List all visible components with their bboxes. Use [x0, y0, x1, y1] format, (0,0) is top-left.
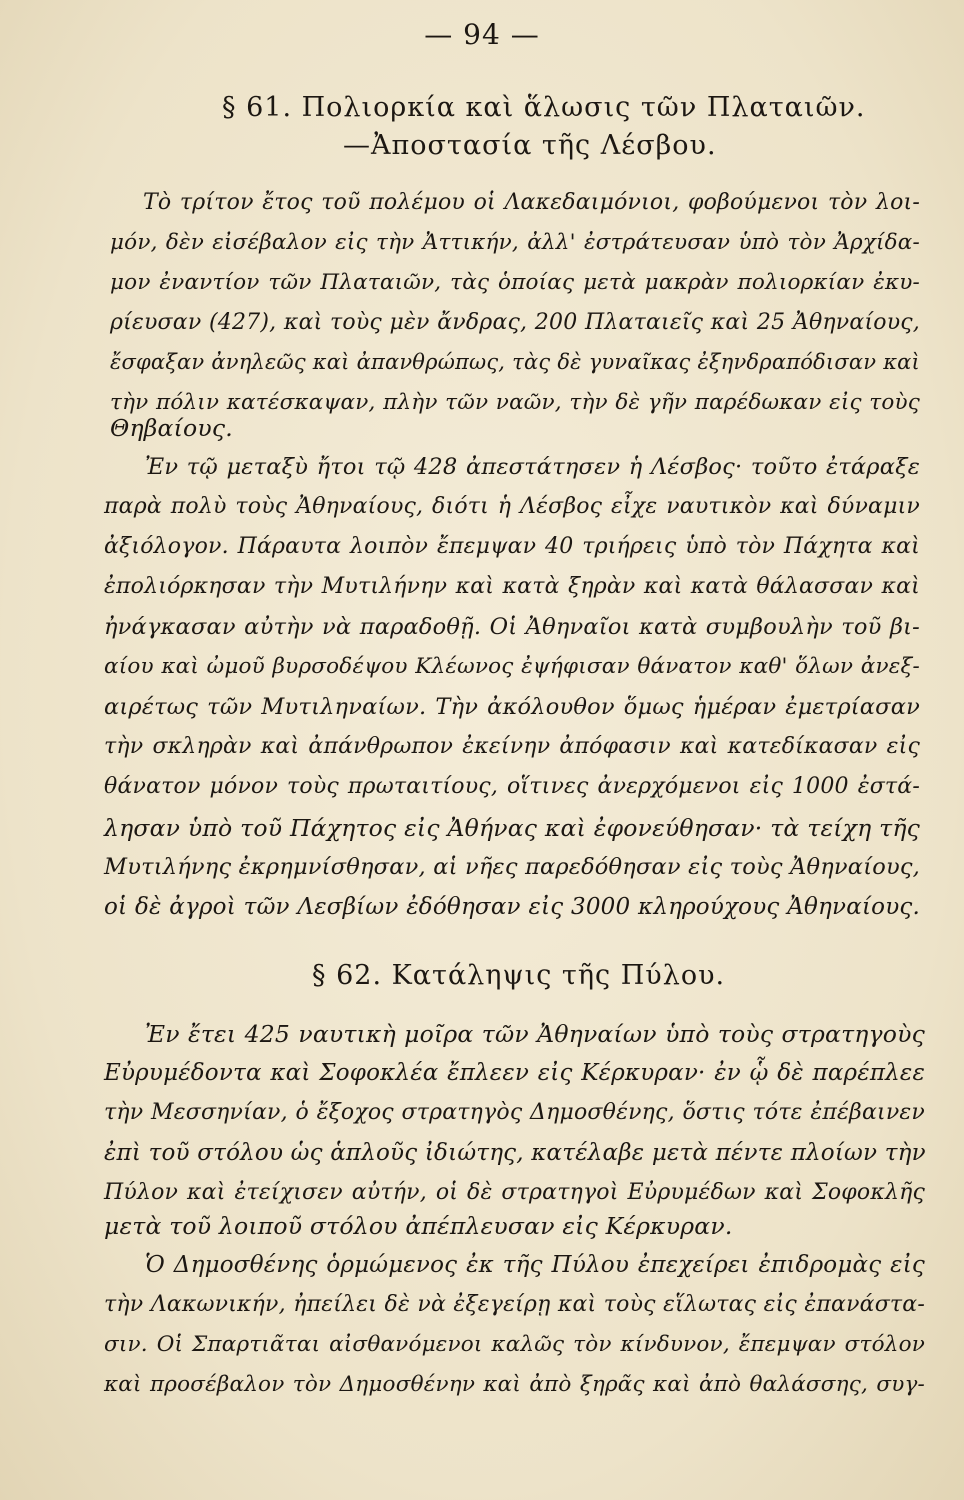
text-line: ἀξιόλογον. Πάραυτα λοιπὸν ἔπεμψαν 40 τριήρεις ὑπὸ τὸν Πάχητα καὶ	[104, 534, 920, 559]
page-number: — 94 —	[424, 18, 540, 51]
text-line: σιν. Οἱ Σπαρτιᾶται αἰσθανόμενοι καλῶς τὸν κίνδυνον, ἔπεμψαν στόλον	[104, 1332, 925, 1357]
text-line: Ἐν ἔτει 425 ναυτικὴ μοῖρα τῶν Ἀθηναίων ὑπὸ τοὺς στρατηγοὺς	[145, 1020, 925, 1048]
text-line: οἱ δὲ ἀγροὶ τῶν Λεσβίων ἐδόθησαν εἰς 3000 κληρούχους Ἀθηναίους.	[104, 894, 920, 920]
text-line: μετὰ τοῦ λοιποῦ στόλου ἀπέπλευσαν εἰς Κέρκυραν.	[104, 1212, 733, 1240]
text-line: Πύλον καὶ ἐτείχισεν αὐτήν, οἱ δὲ στρατηγοὶ Εὐρυμέδων καὶ Σοφοκλῆς	[104, 1180, 925, 1205]
text-line: λησαν ὑπὸ τοῦ Πάχητος εἰς Ἀθήνας καὶ ἐφονεύθησαν· τὰ τείχη τῆς	[104, 814, 920, 842]
text-line: θάνατον μόνον τοὺς πρωταιτίους, οἵτινες ἀνερχόμενοι εἰς 1000 ἐστά-	[104, 774, 920, 799]
text-line: αίου καὶ ὠμοῦ βυρσοδέψου Κλέωνος ἐψήφισαν θάνατον καθ' ὅλων ἀνεξ-	[104, 654, 920, 679]
text-line: Ὁ Δημοσθένης ὁρμώμενος ἐκ τῆς Πύλου ἐπεχείρει ἐπιδρομὰς εἰς	[145, 1252, 925, 1278]
text-line: Ἐν τῷ μεταξὺ ἤτοι τῷ 428 ἀπεστάτησεν ἡ Λέσβος· τοῦτο ἐτάραξε	[145, 454, 920, 480]
text-line: Εὐρυμέδοντα καὶ Σοφοκλέα ἔπλεεν εἰς Κέρκυραν· ἐν ᾧ δὲ παρέπλεε	[104, 1060, 925, 1086]
section-61-title: § 61. Πολιορκία καὶ ἅλωσις τῶν Πλαταιῶν.	[222, 92, 866, 123]
section-61-subtitle: —Ἀποστασία τῆς Λέσβου.	[343, 130, 717, 161]
text-line: τὴν πόλιν κατέσκαψαν, πλὴν τῶν ναῶν, τὴν δὲ γῆν παρέδωκαν εἰς τοὺς	[110, 390, 920, 415]
text-line: Τὸ τρίτον ἔτος τοῦ πολέμου οἱ Λακεδαιμόνιοι, φοβούμενοι τὸν λοι-	[143, 190, 920, 215]
text-line: παρὰ πολὺ τοὺς Ἀθηναίους, διότι ἡ Λέσβος εἶχε ναυτικὸν καὶ δύναμιν	[104, 494, 920, 519]
text-line: ἠνάγκασαν αὐτὴν νὰ παραδοθῇ. Οἱ Ἀθηναῖοι κατὰ συμβουλὴν τοῦ βι-	[104, 614, 920, 640]
section-62-title: § 62. Κατάληψις τῆς Πύλου.	[312, 960, 726, 991]
text-line: μόν, δὲν εἰσέβαλον εἰς τὴν Ἀττικήν, ἀλλ' ἐστράτευσαν ὑπὸ τὸν Ἀρχίδα-	[110, 230, 920, 255]
text-line: τὴν Λακωνικήν, ἠπείλει δὲ νὰ ἐξεγείρῃ καὶ τοὺς εἵλωτας εἰς ἐπανάστα-	[104, 1292, 925, 1317]
text-line: καὶ προσέβαλον τὸν Δημοσθένην καὶ ἀπὸ ξηρᾶς καὶ ἀπὸ θαλάσσης, συγ-	[104, 1372, 925, 1397]
text-line: ρίευσαν (427), καὶ τοὺς μὲν ἄνδρας, 200 Πλαταιεῖς καὶ 25 Ἀθηναίους,	[110, 310, 920, 335]
text-line: Μυτιλήνης ἐκρημνίσθησαν, αἱ νῆες παρεδόθησαν εἰς τοὺς Ἀθηναίους,	[104, 854, 920, 880]
text-line: ἐπολιόρκησαν τὴν Μυτιλήνην καὶ κατὰ ξηρὰν καὶ κατὰ θάλασσαν καὶ	[104, 574, 920, 599]
text-line: τὴν σκληρὰν καὶ ἀπάνθρωπον ἐκείνην ἀπόφασιν καὶ κατεδίκασαν εἰς	[104, 734, 920, 759]
text-line: Θηβαίους.	[110, 414, 233, 442]
text-line: αιρέτως τῶν Μυτιληναίων. Τὴν ἀκόλουθον ὅμως ἡμέραν ἐμετρίασαν	[104, 694, 920, 720]
text-line: ἔσφαξαν ἀνηλεῶς καὶ ἀπανθρώπως, τὰς δὲ γυναῖκας ἐξηνδραπόδισαν καὶ	[110, 350, 920, 374]
text-line: τὴν Μεσσηνίαν, ὁ ἔξοχος στρατηγὸς Δημοσθένης, ὅστις τότε ἐπέβαινεν	[104, 1100, 925, 1125]
text-line: μον ἐναντίον τῶν Πλαταιῶν, τὰς ὁποίας μετὰ μακρὰν πολιορκίαν ἐκυ-	[110, 270, 920, 295]
text-line: ἐπὶ τοῦ στόλου ὡς ἁπλοῦς ἰδιώτης, κατέλαβε μετὰ πέντε πλοίων τὴν	[104, 1140, 926, 1166]
